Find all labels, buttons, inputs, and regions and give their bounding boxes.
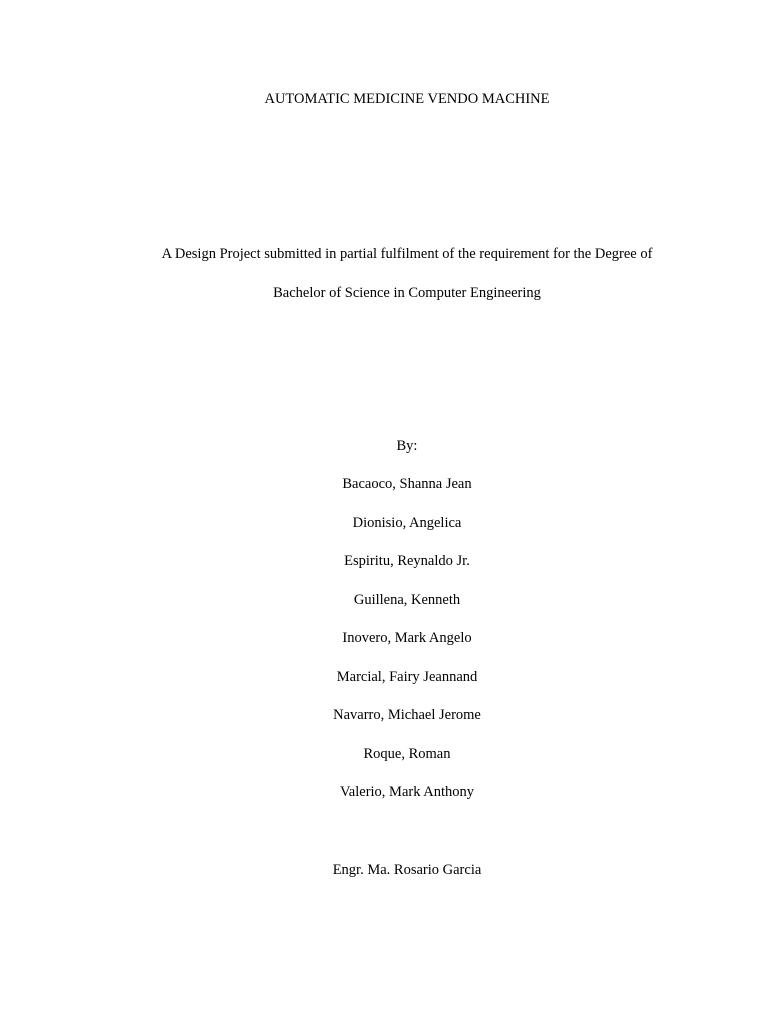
by-label: By: <box>396 438 418 454</box>
author-name: Roque, Roman <box>363 745 451 762</box>
author-name: Bacaoco, Shanna Jean <box>342 476 472 492</box>
adviser-name: Engr. Ma. Rosario Garcia <box>332 862 482 878</box>
author-name: Dionisio, Angelica <box>352 514 462 531</box>
document-title: AUTOMATIC MEDICINE VENDO MACHINE <box>264 91 550 107</box>
author-list <box>23 475 768 822</box>
author-name: Guillena, Kenneth <box>353 591 461 608</box>
submission-statement: A Design Project submitted in partial fulfilment of the requirement for the Degree of <box>161 246 653 262</box>
author-name: Navarro, Michael Jerome <box>333 707 481 723</box>
author-name: Inovero, Mark Angelo <box>342 630 472 646</box>
author-name: Marcial, Fairy Jeannand <box>336 668 478 685</box>
author-name: Espiritu, Reynaldo Jr. <box>344 553 470 569</box>
author-name: Valerio, Mark Anthony <box>339 784 475 800</box>
degree-name: Bachelor of Science in Computer Engineering <box>273 285 541 301</box>
